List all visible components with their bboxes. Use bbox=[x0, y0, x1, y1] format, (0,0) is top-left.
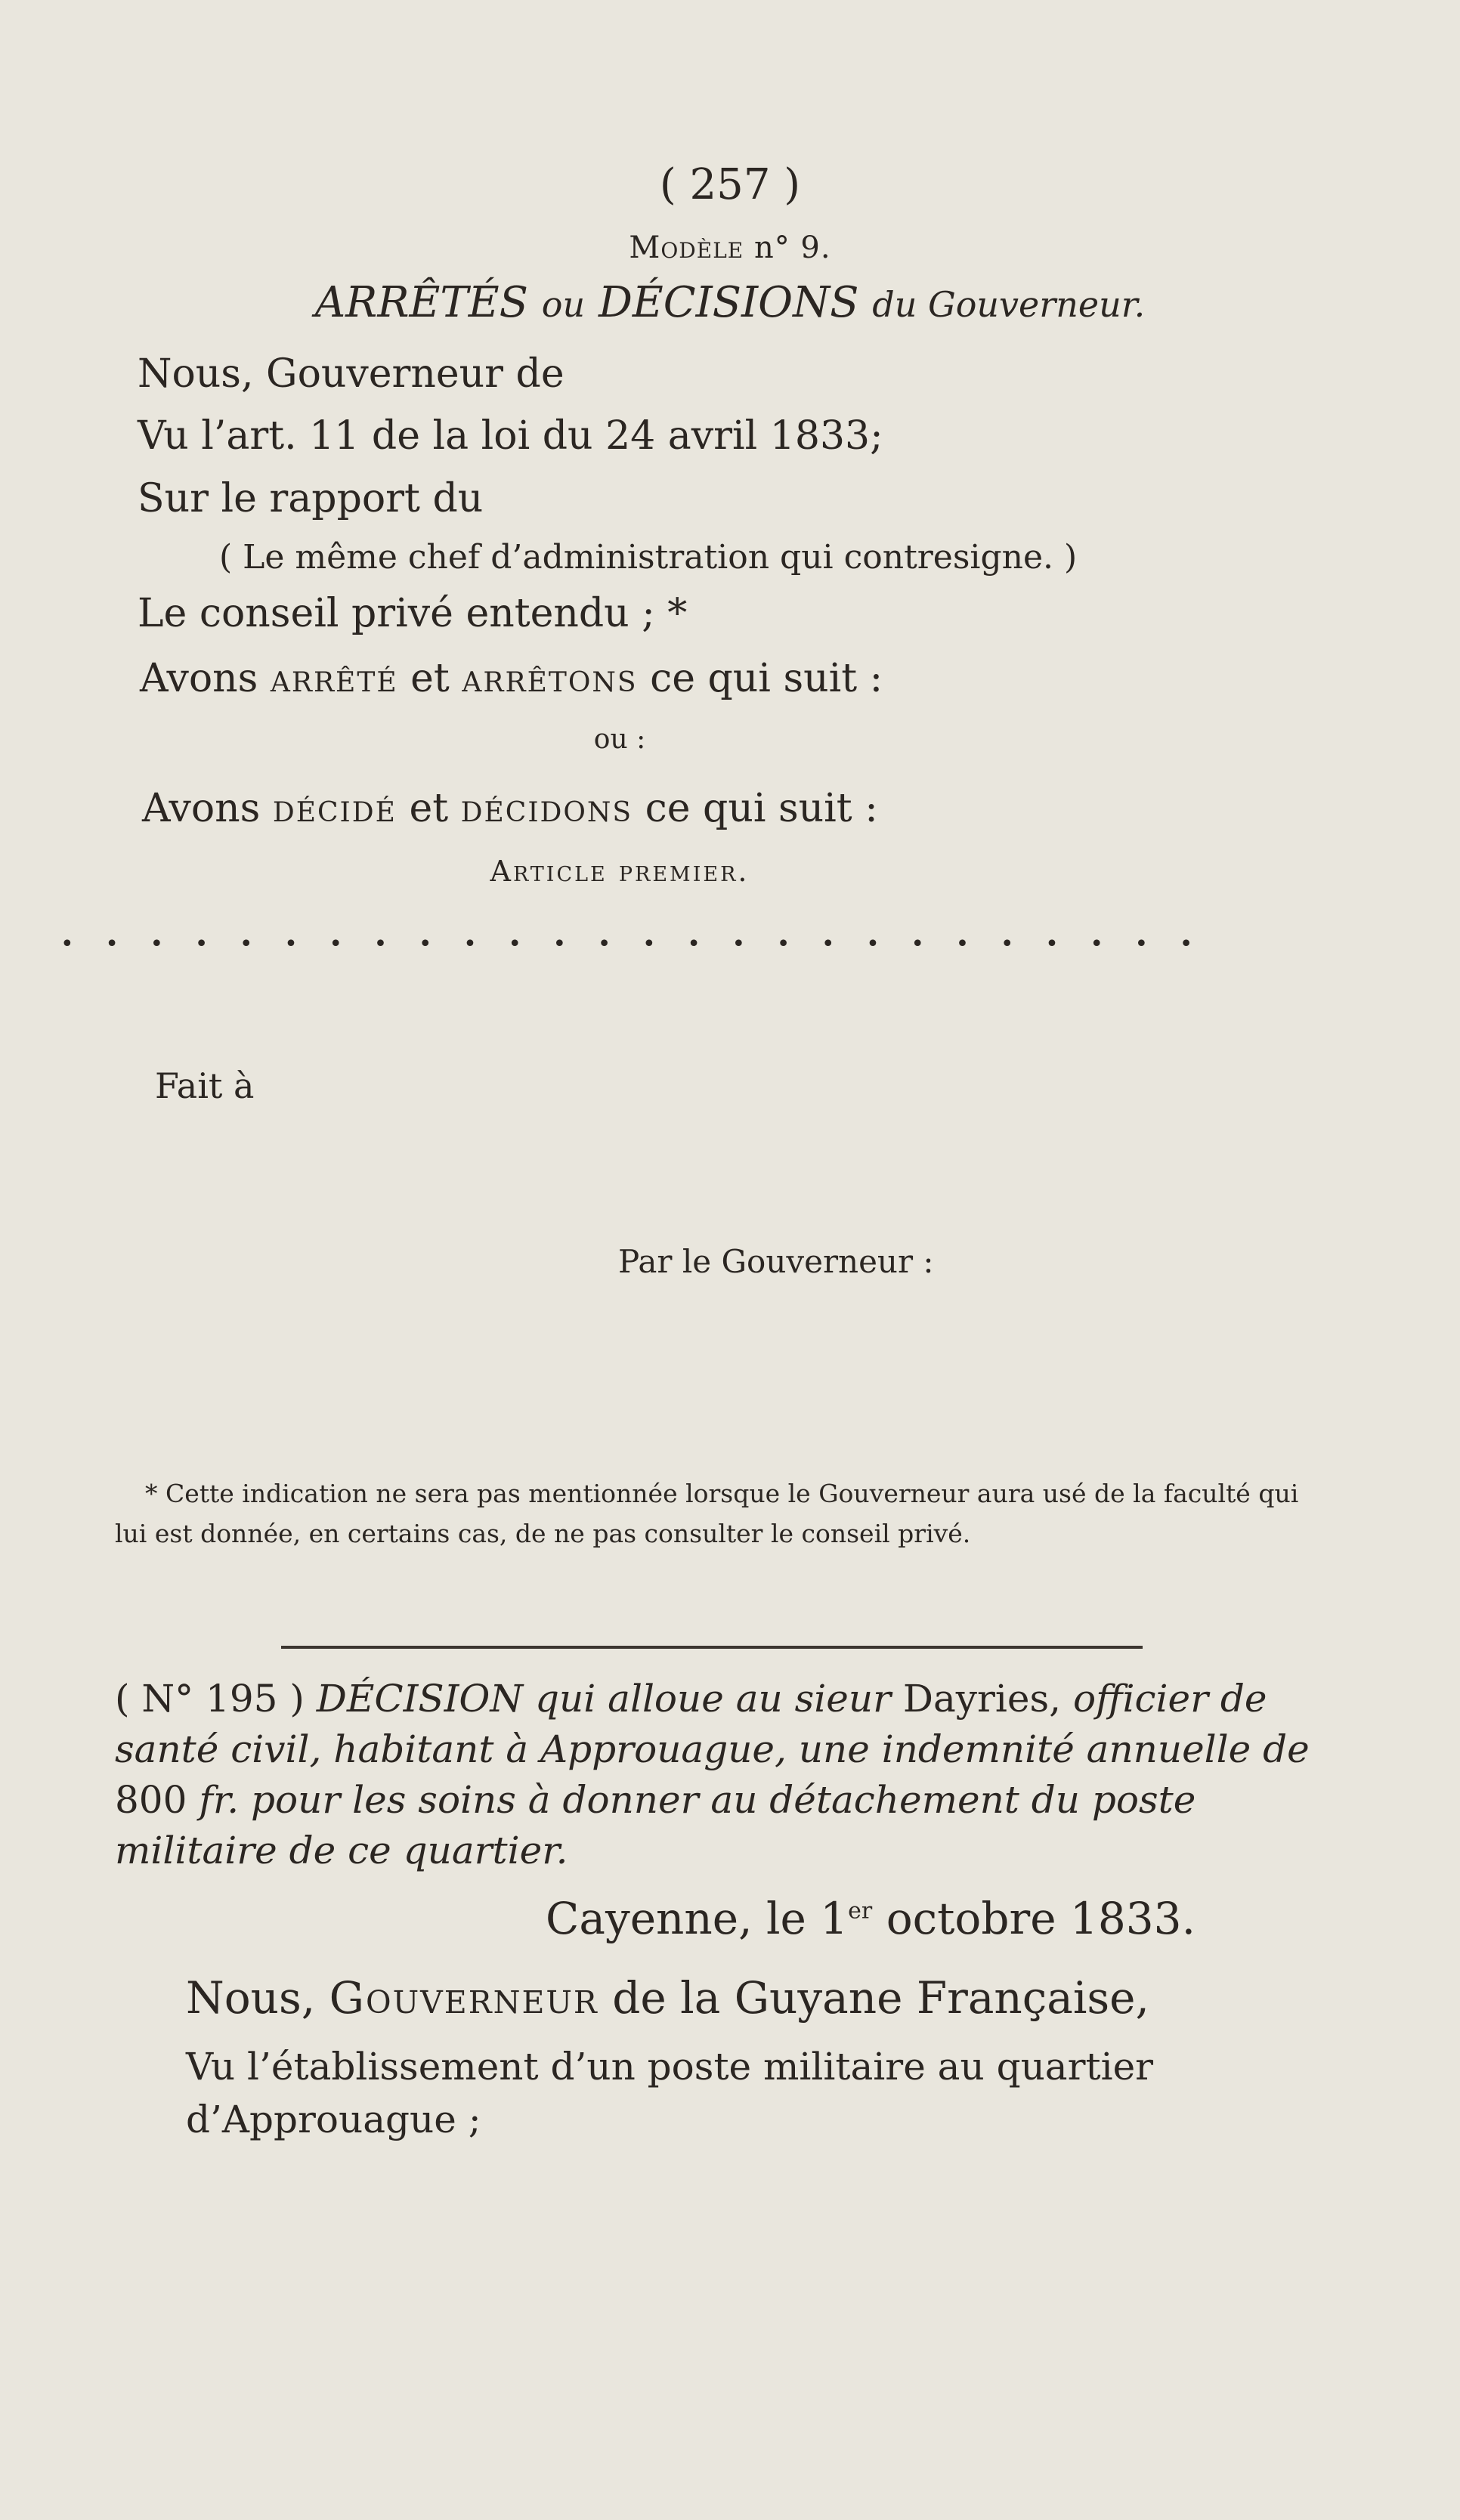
decision-text-3: une indemnité annuelle de bbox=[798, 1727, 1310, 1771]
nous-gouverneur-line bbox=[186, 1972, 1149, 2024]
model-number: n° 9. bbox=[753, 230, 831, 265]
dotted-separator: • • • • • • • • • • • • • • • • • • • • • • • • • • bbox=[60, 931, 1205, 957]
model-label: Modèle bbox=[629, 230, 744, 265]
decision-name: Dayries, bbox=[902, 1677, 1062, 1721]
decision-text-2: officier de santé civil, habitant à Approuague, bbox=[115, 1677, 1267, 1771]
model-heading bbox=[0, 230, 1460, 265]
article-premier-heading: Article premier. bbox=[490, 855, 750, 888]
formula-line-decide bbox=[142, 786, 878, 831]
date-place: Cayenne, le 1 bbox=[546, 1893, 849, 1944]
formula-line-vu: Vu l’art. 11 de la loi du 24 avril 1833; bbox=[138, 413, 883, 459]
gouverneur-word: Gouverneur bbox=[329, 1972, 599, 2024]
arrete-word: arrêté bbox=[270, 656, 398, 701]
title-du-gouverneur: du Gouverneur. bbox=[872, 284, 1146, 325]
title-decisions: DÉCISIONS bbox=[598, 278, 859, 327]
decide-word: décidé bbox=[272, 786, 397, 831]
horizontal-rule bbox=[281, 1646, 1143, 1649]
suit-phrase: ce qui suit : bbox=[650, 656, 883, 701]
decidons-word: décidons bbox=[460, 786, 633, 831]
decision-text-4: fr. pour les soins à donner au détachement du poste militaire de ce quartier. bbox=[115, 1778, 1196, 1872]
decision-text-1: qui alloue au sieur bbox=[535, 1677, 891, 1721]
arretons-word: arrêtons bbox=[462, 656, 638, 701]
formula-line-rapport: Sur le rapport du bbox=[138, 476, 484, 521]
footnote: * Cette indication ne sera pas mentionnée lorsque le Gouverneur aura usé de la faculté qui lui est donnée, en certains cas, de ne pas consulter le conseil privé. bbox=[115, 1479, 1299, 1548]
formula-line-ou: ou : bbox=[593, 724, 646, 755]
fait-a-line: Fait à bbox=[155, 1065, 255, 1106]
document-title bbox=[0, 278, 1460, 327]
nous-word: Nous, bbox=[186, 1972, 316, 2024]
date-line bbox=[546, 1893, 1196, 1944]
par-le-gouverneur-line: Par le Gouverneur : bbox=[618, 1243, 934, 1280]
formula-line-chef: ( Le même chef d’administration qui contresigne. ) bbox=[219, 538, 1078, 577]
page-number: ( 257 ) bbox=[659, 160, 801, 209]
title-ou: ou bbox=[541, 284, 586, 325]
decision-amount: 800 bbox=[115, 1778, 187, 1822]
suit-phrase-2: ce qui suit : bbox=[645, 786, 878, 831]
title-arretes: ARRÊTÉS bbox=[314, 278, 528, 327]
formula-line-nous: Nous, Gouverneur de bbox=[138, 351, 565, 397]
formula-line-arrete bbox=[140, 656, 883, 701]
decision-head: DÉCISION bbox=[316, 1677, 524, 1721]
date-rest: octobre 1833. bbox=[886, 1893, 1196, 1944]
avons-word: Avons bbox=[140, 656, 258, 701]
date-sup: er bbox=[848, 1897, 873, 1925]
guyane-phrase: de la Guyane Française, bbox=[612, 1972, 1149, 2024]
et-word-2: et bbox=[409, 786, 449, 831]
decision-number: ( N° 195 ) bbox=[115, 1677, 305, 1721]
decision-summary bbox=[115, 1674, 1324, 1876]
vu-paragraph: Vu l’établissement d’un poste militaire au quartier d’Approuague ; bbox=[186, 2045, 1154, 2141]
formula-line-conseil: Le conseil privé entendu ; * bbox=[138, 591, 688, 636]
et-word: et bbox=[410, 656, 450, 701]
avons-word-2: Avons bbox=[142, 786, 261, 831]
